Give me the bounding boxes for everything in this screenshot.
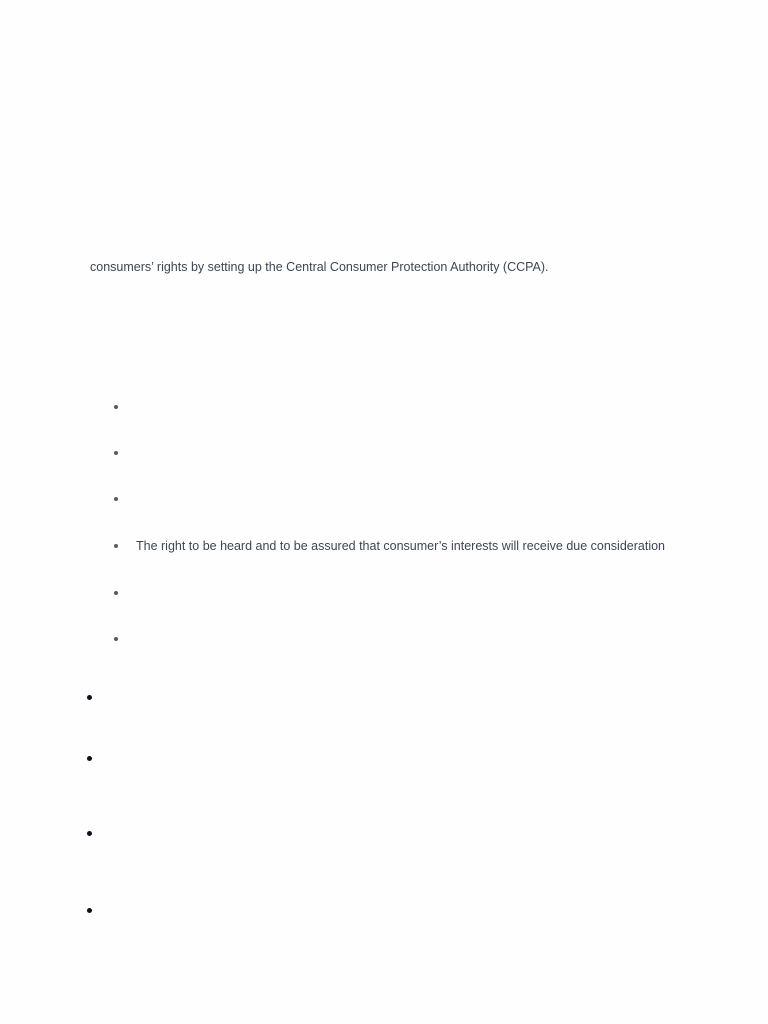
- list-bullet: [87, 756, 92, 761]
- list-bullet: [114, 591, 118, 595]
- list-bullet: [87, 695, 92, 700]
- list-bullet: [114, 637, 118, 641]
- list-bullet: [114, 544, 118, 548]
- list-item-text: The right to be heard and to be assured that consumer’s interests will receive due consideration: [136, 539, 666, 553]
- body-paragraph: consumers’ rights by setting up the Central Consumer Protection Authority (CCPA).: [90, 260, 549, 274]
- list-bullet: [114, 405, 118, 409]
- list-bullet: [114, 497, 118, 501]
- list-bullet: [87, 908, 92, 913]
- list-bullet: [87, 831, 92, 836]
- list-bullet: [114, 451, 118, 455]
